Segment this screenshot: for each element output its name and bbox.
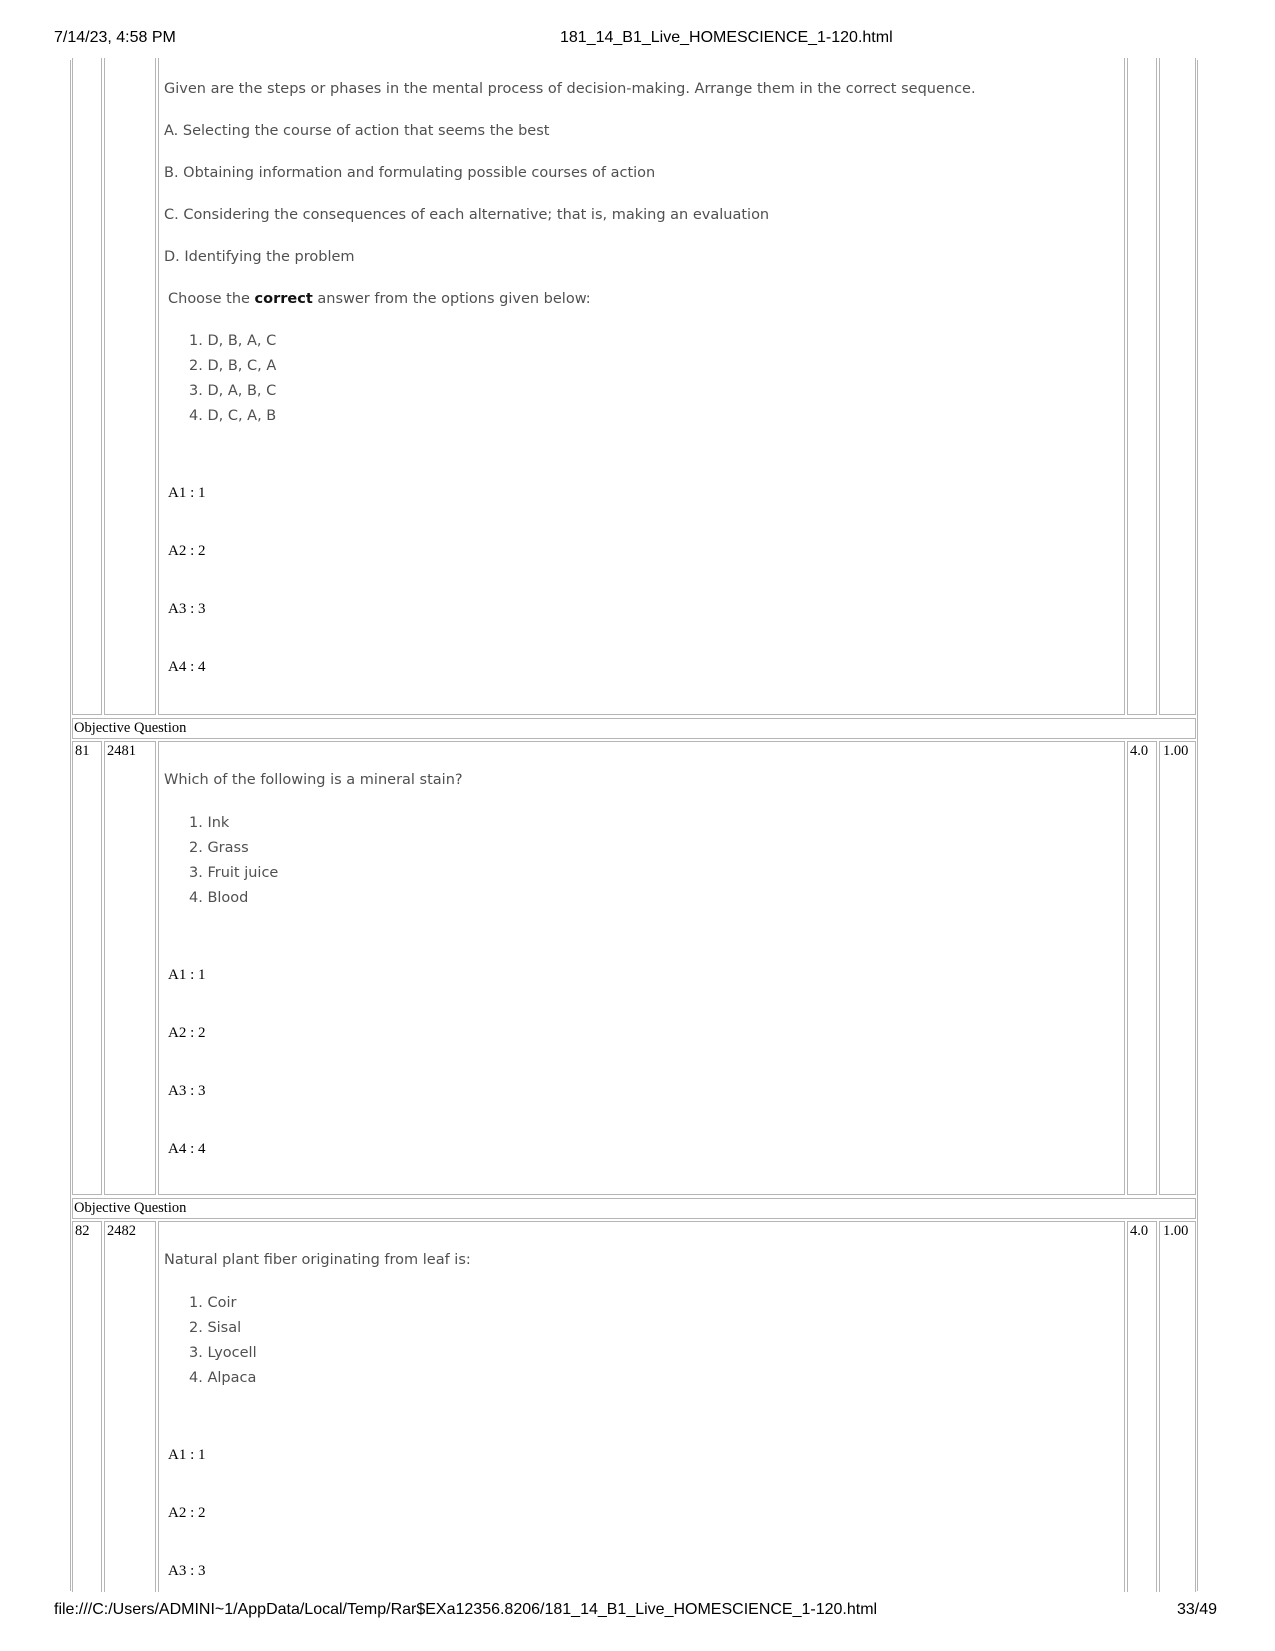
option-item: 3. Fruit juice [189,865,279,881]
answer-row: A3 : 3 [168,601,206,617]
answer-row: A4 : 4 [168,659,206,675]
answer-row: A2 : 2 [168,1025,206,1041]
question-text: Natural plant fiber originating from leaf is: [164,1252,471,1268]
option-item: 2. D, B, C, A [189,358,277,374]
marks-value: 4.0 [1130,743,1149,759]
question-text: Given are the steps or phases in the mental process of decision-making. Arrange them in the correct sequence. [164,81,976,97]
answer-row: A1 : 1 [168,967,206,983]
qid-cell [104,741,156,1195]
question-id: 2482 [107,1223,136,1239]
table-border-line [1197,60,1198,1591]
section-label: Objective Question [74,1200,187,1216]
option-item: 3. D, A, B, C [189,383,277,399]
negative-marks-value: 1.00 [1163,743,1189,759]
option-item: 1. D, B, A, C [189,333,277,349]
sno-cell [72,741,102,1195]
question-serial: 81 [75,743,90,759]
table-border-line [70,60,71,1591]
page-number: 33/49 [1177,1601,1218,1618]
answer-row: A3 : 3 [168,1083,206,1099]
print-datetime: 7/14/23, 4:58 PM [54,29,176,46]
sno-cell [72,58,102,715]
option-item: 3. Lyocell [189,1345,257,1361]
answer-row: A3 : 3 [168,1563,206,1579]
option-item: 2. Grass [189,840,249,856]
marks-cell [1127,58,1157,715]
section-label: Objective Question [74,720,187,736]
question-cell [158,58,1125,715]
option-item: 1. Coir [189,1295,237,1311]
section-label-cell [72,718,1196,739]
option-item: 2. Sisal [189,1320,242,1336]
print-file-path: file:///C:/Users/ADMINI~1/AppData/Local/Temp/Rar$EXa12356.8206/181_14_B1_Live_HOMESCIENCE_1-120.html [54,1601,878,1618]
marks-value: 4.0 [1130,1223,1149,1239]
negative-cell [1159,741,1196,1195]
statement: D. Identifying the problem [164,249,355,265]
qid-cell [104,1221,156,1601]
answer-instruction: Choose the correct answer from the options given below: [168,291,591,307]
statement: A. Selecting the course of action that seems the best [164,123,550,139]
section-label-cell [72,1198,1196,1219]
qid-cell [104,58,156,715]
question-text: Which of the following is a mineral stain? [164,772,463,788]
option-item: 1. Ink [189,815,230,831]
negative-cell [1159,58,1196,715]
question-cell [158,741,1125,1195]
answer-row: A1 : 1 [168,1447,206,1463]
marks-cell [1127,741,1157,1195]
answer-row: A1 : 1 [168,485,206,501]
answer-row: A2 : 2 [168,1505,206,1521]
option-item: 4. Alpaca [189,1370,257,1386]
negative-cell [1159,1221,1196,1601]
statement: C. Considering the consequences of each alternative; that is, making an evaluation [164,207,770,223]
answer-row: A4 : 4 [168,1141,206,1157]
marks-cell [1127,1221,1157,1601]
sno-cell [72,1221,102,1601]
answer-row: A2 : 2 [168,543,206,559]
option-item: 4. D, C, A, B [189,408,277,424]
print-doc-title: 181_14_B1_Live_HOMESCIENCE_1-120.html [560,29,893,46]
question-serial: 82 [75,1223,90,1239]
option-item: 4. Blood [189,890,249,906]
statement: B. Obtaining information and formulating possible courses of action [164,165,656,181]
question-id: 2481 [107,743,136,759]
question-cell [158,1221,1125,1601]
negative-marks-value: 1.00 [1163,1223,1189,1239]
